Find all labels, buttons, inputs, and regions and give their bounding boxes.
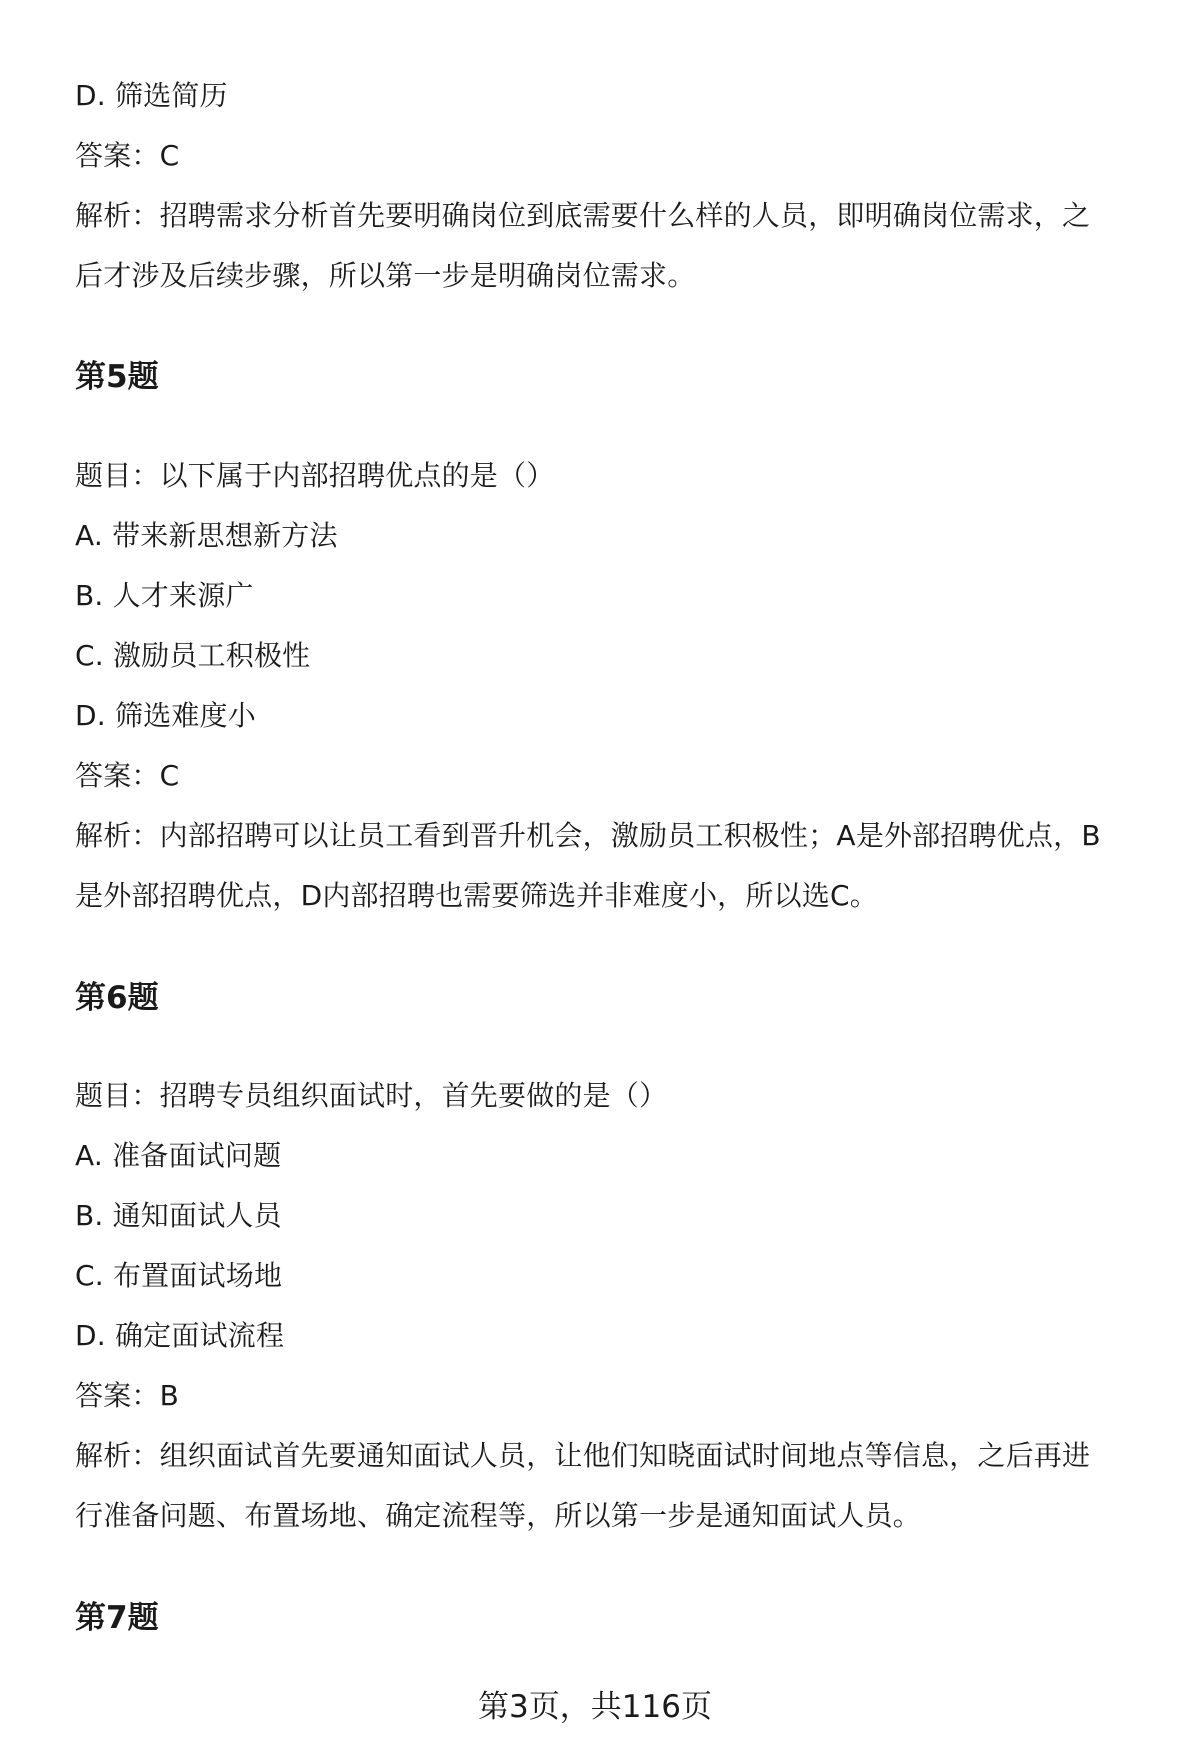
page-number-footer: 第3页，共116页 xyxy=(478,1689,712,1725)
prev-analysis-line-2: 后才涉及后续步骤，所以第一步是明确岗位需求。 xyxy=(75,259,696,292)
question-6-analysis-line-1: 解析：组织面试首先要通知面试人员，让他们知晓面试时间地点等信息，之后再进 xyxy=(75,1439,1091,1472)
question-5-option-a: A. 带来新思想新方法 xyxy=(75,519,338,552)
question-6-option-c: C. 布置面试场地 xyxy=(75,1259,283,1292)
question-6-answer: 答案：B xyxy=(75,1379,180,1412)
prev-option-d: D. 筛选简历 xyxy=(75,79,228,112)
question-5-analysis-line-1: 解析：内部招聘可以让员工看到晋升机会，激励员工积极性；A是外部招聘优点，B xyxy=(75,819,1101,852)
question-7-heading: 第7题 xyxy=(75,1600,159,1636)
question-5-option-b: B. 人才来源广 xyxy=(75,579,254,612)
question-6-option-d: D. 确定面试流程 xyxy=(75,1319,285,1352)
question-5-option-c: C. 激励员工积极性 xyxy=(75,639,311,672)
question-6-option-b: B. 通知面试人员 xyxy=(75,1199,282,1232)
question-5-analysis-line-2: 是外部招聘优点，D内部招聘也需要筛选并非难度小，所以选C。 xyxy=(75,879,878,912)
question-6-option-a: A. 准备面试问题 xyxy=(75,1139,282,1172)
question-6-heading: 第6题 xyxy=(75,980,159,1016)
question-5-option-d: D. 筛选难度小 xyxy=(75,699,256,732)
question-5-answer: 答案：C xyxy=(75,759,180,792)
prev-analysis-line-1: 解析：招聘需求分析首先要明确岗位到底需要什么样的人员，即明确岗位需求，之 xyxy=(75,199,1091,232)
prev-answer: 答案：C xyxy=(75,139,180,172)
question-6-text: 题目：招聘专员组织面试时，首先要做的是（） xyxy=(75,1079,668,1112)
question-6-analysis-line-2: 行准备问题、布置场地、确定流程等，所以第一步是通知面试人员。 xyxy=(75,1499,922,1532)
question-5-heading: 第5题 xyxy=(75,359,159,395)
question-5-text: 题目：以下属于内部招聘优点的是（） xyxy=(75,459,555,492)
